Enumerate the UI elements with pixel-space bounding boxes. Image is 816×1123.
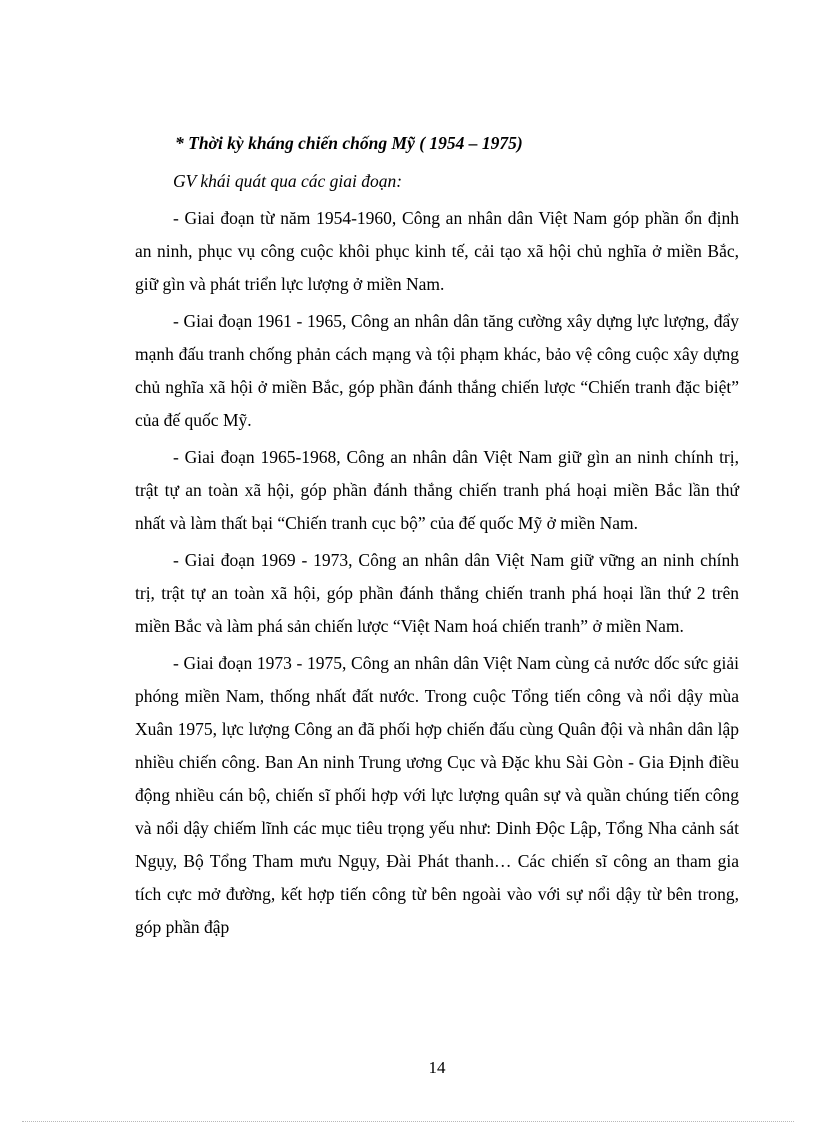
document-body xyxy=(135,126,739,948)
intro-line: GV khái quát qua các giai đoạn: xyxy=(173,171,403,191)
paragraph-1965-1968: - Giai đoạn 1965-1968, Công an nhân dân Việt Nam giữ gìn an ninh chính trị, trật tự an toàn xã hội, góp phần đánh thắng chiến tranh phá hoại miền Bắc lần thứ nhất và làm thất bại “Chiến tranh cục bộ” của đế quốc Mỹ ở miền Nam. xyxy=(135,447,739,533)
paragraph-1973-1975: - Giai đoạn 1973 - 1975, Công an nhân dân Việt Nam cùng cả nước dốc sức giải phóng miền Nam, thống nhất đất nước. Trong cuộc Tổng tiến công và nổi dậy mùa Xuân 1975, lực lượng Công an đã phối hợp chiến đấu cùng Quân đội và nhân dân lập nhiều chiến công. Ban An ninh Trung ương Cục và Đặc khu Sài Gòn - Gia Định điều động nhiều cán bộ, chiến sĩ phối hợp với lực lượng quân sự và quần chúng tiến công và nổi dậy chiếm lĩnh các mục tiêu trọng yếu như: Dinh Độc Lập, Tổng Nha cảnh sát Ngụy, Bộ Tổng Tham mưu Ngụy, Đài Phát thanh… Các chiến sĩ công an tham gia tích cực mở đường, kết hợp tiến công từ bên ngoài vào với sự nổi dậy từ bên trong, góp phần đập xyxy=(135,653,739,937)
section-heading: * Thời kỳ kháng chiến chống Mỹ ( 1954 – 1975) xyxy=(175,133,523,153)
page-bottom-divider xyxy=(22,1121,794,1122)
paragraph-1961-1965: - Giai đoạn 1961 - 1965, Công an nhân dân tăng cường xây dựng lực lượng, đẩy mạnh đấu tranh chống phản cách mạng và tội phạm khác, bảo vệ công cuộc xây dựng chủ nghĩa xã hội ở miền Bắc, góp phần đánh thắng chiến lược “Chiến tranh đặc biệt” của đế quốc Mỹ. xyxy=(135,311,739,430)
page-number: 14 xyxy=(428,1058,446,1077)
paragraph-1954-1960: - Giai đoạn từ năm 1954-1960, Công an nhân dân Việt Nam góp phần ổn định an ninh, phục vụ công cuộc khôi phục kinh tế, cải tạo xã hội chủ nghĩa ở miền Bắc, giữ gìn và phát triển lực lượng ở miền Nam. xyxy=(135,208,739,294)
paragraph-1969-1973: - Giai đoạn 1969 - 1973, Công an nhân dân Việt Nam giữ vững an ninh chính trị, trật tự an toàn xã hội, góp phần đánh thắng chiến tranh phá hoại lần thứ 2 trên miền Bắc và làm phá sản chiến lược “Việt Nam hoá chiến tranh” ở miền Nam. xyxy=(135,550,739,636)
